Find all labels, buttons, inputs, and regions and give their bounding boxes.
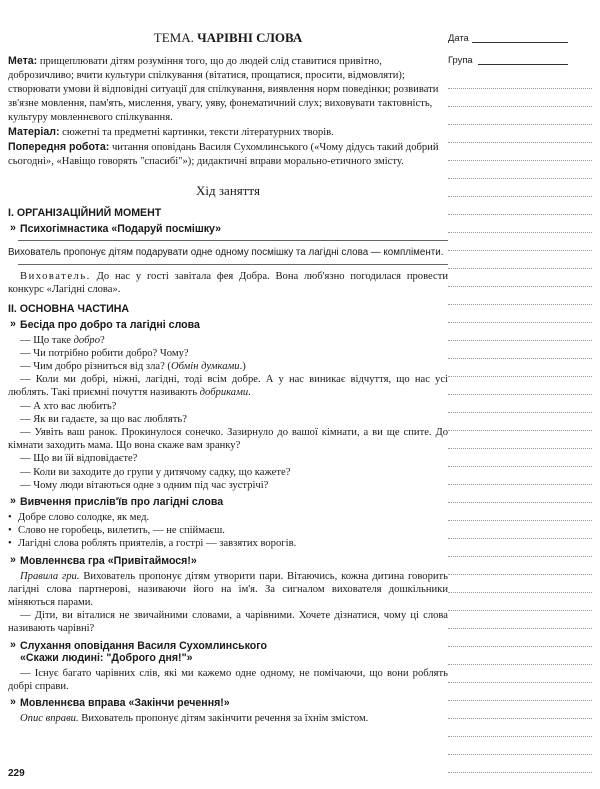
dialog-line: — Чому люди вітаються одне з одним під час зустрічі? (20, 479, 269, 491)
note-line (448, 592, 592, 593)
dialog-line: — Як ви гадаєте, за що вас люблять? (20, 413, 187, 425)
section-2-title: ІІ. ОСНОВНА ЧАСТИНА (8, 302, 130, 315)
intro-instruction: Вихователь пропонує дітям подарувати одне одному посмішку та лагідні слова — компліменти. (8, 247, 444, 258)
proverb-item: • Слово не горобець, вилетить, — не спіймаєш. (8, 524, 448, 537)
dialog-line: — Чи потрібно робити добро? Чому? (20, 347, 189, 359)
date-label: Дата (448, 32, 469, 43)
note-line (448, 268, 592, 269)
note-line (448, 484, 592, 485)
goal-block: Мета: прищеплювати дітям розуміння того, що до людей слід ставитися привітно, доброзичливо; вчити культури спілкування (вітатися, прощатися, просити, відмовляти); створювати умови й відповідні ситуації для спілкування, виявлення норм поведінки; розвивати зв'язне мовлення, пам'ять, мислення, увагу, уяву, фонематичний слух; виховувати тактовність, культуру мовленнєвого спілкування. (8, 55, 439, 123)
story-heading: » Слухання оповідання Василя Сухомлинського «Скажи людині: "Доброго дня!"» (20, 640, 448, 664)
note-line (448, 430, 592, 431)
group-field[interactable] (478, 64, 568, 65)
dialog-line: — Існує багато чарівних слів, які ми кажемо одне одному, не помічаючи, що вони роблять добрі справи. (8, 667, 448, 692)
dialog-line: — Діти, ви віталися не звичайними словами, а чарівними. Хочете дізнатися, чому ці слова називають чарівні? (8, 610, 448, 635)
note-line (448, 682, 592, 683)
note-line (448, 214, 592, 215)
educator-line: Вихователь. До нас у гості завітала фея Добра. Вона люб'язно погодилася провести конкурс «Лагідні слова». (8, 271, 448, 296)
group-label: Група (448, 54, 473, 65)
page-title: ТЕМА. ЧАРІВНІ СЛОВА (153, 30, 303, 45)
note-line (448, 142, 592, 143)
dialog-line: — Коли ми добрі, ніжні, лагідні, тоді всім добре. А у нас виникає відчуття, що нас усі люблять. Такі приємні почуття називають добриками. (8, 374, 448, 399)
prep-block: Попередня робота: читання оповідань Василя Сухомлинського («Чому дідусь такий добрий сьогодні», «Навіщо говорять "спасибі"»); дидактичні вправи морально-етичного змісту. (8, 141, 439, 167)
section-1-title: І. ОРГАНІЗАЦІЙНИЙ МОМЕНТ (8, 207, 162, 219)
note-line (448, 502, 592, 503)
note-line (448, 718, 592, 719)
dialog-line: — Коли ви заходите до групи у дитячому садку, що кажете? (20, 466, 291, 478)
material-block: Матеріал: сюжетні та предметні картинки, тексти літературних творів. (8, 126, 334, 138)
greeting-game-heading: » Мовленнєва гра «Привітаймося!» (20, 555, 448, 567)
exercise-description: Опис вправи. Вихователь пропонує дітям закінчити речення за їхнім змістом. (20, 713, 369, 725)
note-line (448, 520, 592, 521)
proverbs-heading: » Вивчення прислів'їв про лагідні слова (20, 496, 448, 508)
note-line (448, 664, 592, 665)
dialog-line: — А хто вас любить? (20, 400, 117, 412)
exercise-heading: » Мовленнєва вправа «Закінчи речення!» (20, 697, 448, 709)
note-line (448, 394, 592, 395)
note-line (448, 88, 592, 89)
conversation-heading: » Бесіда про добро та лагідні слова (20, 319, 448, 331)
note-line (448, 466, 592, 467)
note-line (448, 196, 592, 197)
divider (18, 240, 448, 241)
note-line (448, 538, 592, 539)
dialog-line: — Що таке добро? (20, 334, 105, 346)
note-line (448, 340, 592, 341)
note-line (448, 610, 592, 611)
note-line (448, 250, 592, 251)
divider (18, 264, 448, 265)
note-line (448, 772, 592, 773)
note-line (448, 700, 592, 701)
note-line (448, 322, 592, 323)
note-line (448, 556, 592, 557)
note-line (448, 304, 592, 305)
note-line (448, 376, 592, 377)
dialog-line: — Чим добро різниться від зла? (Обмін думками.) (20, 361, 246, 373)
course-heading: Хід заняття (196, 183, 260, 198)
note-line (448, 232, 592, 233)
page-number: 229 (8, 768, 25, 779)
note-line (448, 448, 592, 449)
psychogymnastics-heading: » Психогімнастика «Подаруй посмішку» (20, 223, 448, 235)
note-line (448, 124, 592, 125)
date-field[interactable] (472, 42, 568, 43)
dialog-line: — Уявіть ваш ранок. Прокинулося сонечко. Зазирнуло до вашої кімнати, а ви ще спите. До кімнати заходить мама. Що вона скаже вам зранку? (8, 427, 448, 452)
note-line (448, 736, 592, 737)
note-line (448, 286, 592, 287)
lesson-content (8, 30, 448, 725)
note-line (448, 358, 592, 359)
proverb-item: • Добре слово солодке, як мед. (8, 511, 448, 524)
note-line (448, 160, 592, 161)
note-line (448, 412, 592, 413)
game-rules: Правила гри. Вихователь пропонує дітям утворити пари. Вітаючись, кожна дитина говорить лагідні слова партнерові, називаючи його на ім'я. За сигналом вихователя дошкільники міняються парами. (8, 570, 448, 609)
note-line (448, 178, 592, 179)
note-line (448, 754, 592, 755)
note-line (448, 106, 592, 107)
note-line (448, 574, 592, 575)
proverb-item: • Лагідні слова роблять приятелів, а гострі — завзятих ворогів. (8, 537, 448, 550)
note-line (448, 646, 592, 647)
note-line (448, 628, 592, 629)
dialog-line: — Що ви їй відповідаєте? (20, 453, 138, 465)
